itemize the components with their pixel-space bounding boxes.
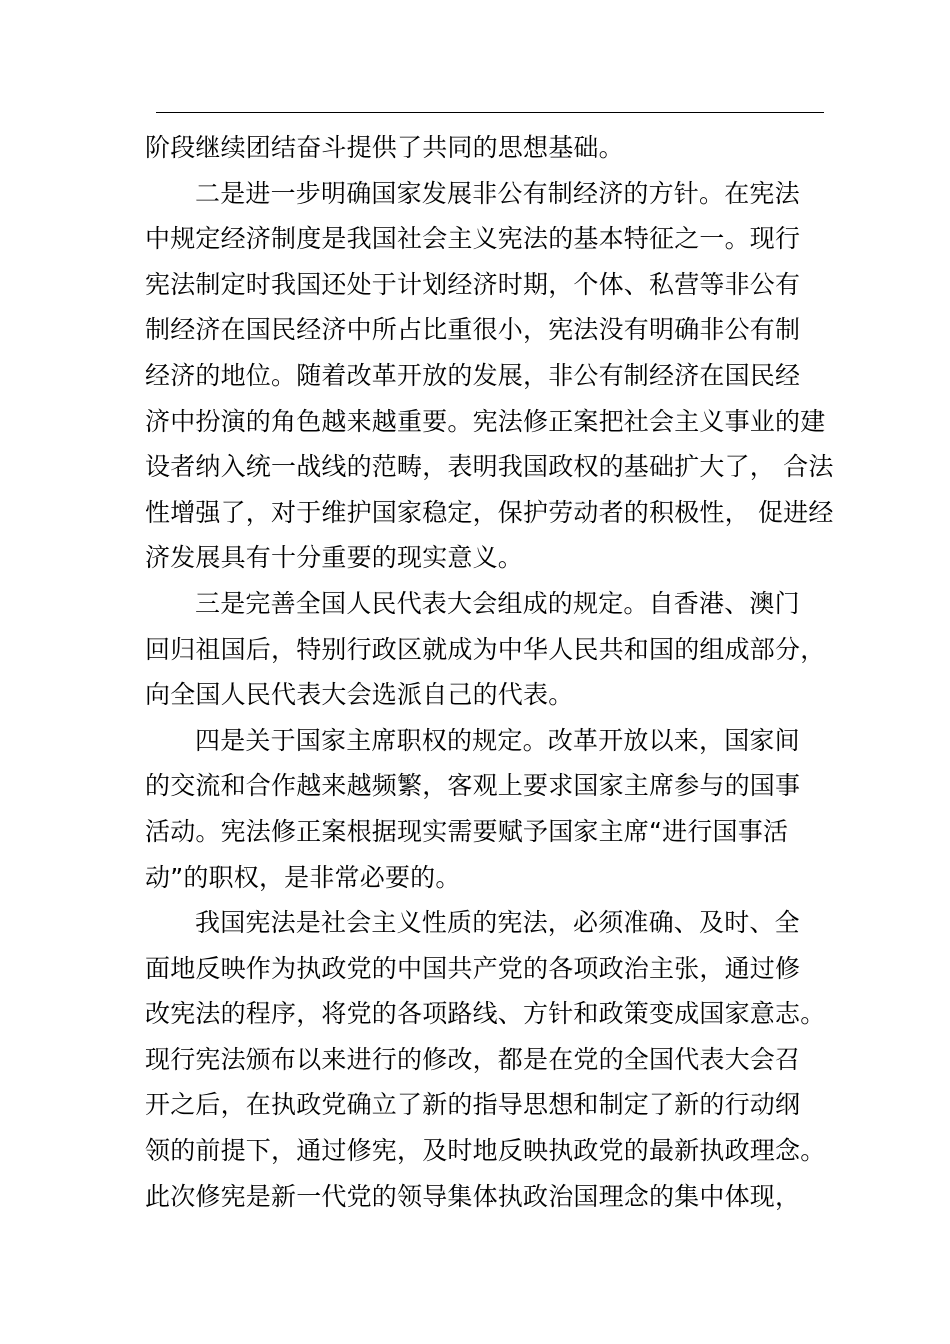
paragraph-start-line: 二是进一步明确国家发展非公有制经济的方针。在宪法 [195,178,800,208]
text-line: 经济的地位。随着改革开放的发展，非公有制经济在国民经 [145,360,801,390]
text-line: 此次修宪是新一代党的领导集体执政治国理念的集中体现， [145,1181,801,1211]
text-line: 领的前提下，通过修宪，及时地反映执政党的最新执政理念。 [145,1136,826,1166]
text-line: 宪法制定时我国还处于计划经济时期，个体、私营等非公有 [145,269,801,299]
text-line: 性增强了，对于维护国家稳定，保护劳动者的积极性， 促进经 [145,497,834,527]
text-line: 开之后，在执政党确立了新的指导思想和制定了新的行动纲 [145,1090,801,1120]
header-rule [156,112,824,113]
text-line: 动”的职权，是非常必要的。 [145,862,461,892]
paragraph-start-line: 四是关于国家主席职权的规定。改革开放以来，国家间 [195,725,800,755]
text-line: 设者纳入统一战线的范畴，表明我国政权的基础扩大了， 合法 [145,452,834,482]
text-line: 的交流和合作越来越频繁，客观上要求国家主席参与的国事 [145,771,801,801]
text-line: 回归祖国后，特别行政区就成为中华人民共和国的组成部分， [145,634,826,664]
text-line: 活动。宪法修正案根据现实需要赋予国家主席“进行国事活 [145,816,789,846]
text-line: 改宪法的程序，将党的各项路线、方针和政策变成国家意志。 [145,999,826,1029]
body-text [145,125,835,1219]
paragraph-start-line: 我国宪法是社会主义性质的宪法，必须准确、及时、全 [195,908,800,938]
text-line: 制经济在国民经济中所占比重很小，宪法没有明确非公有制 [145,315,801,345]
text-line: 济中扮演的角色越来越重要。宪法修正案把社会主义事业的建 [145,406,826,436]
text-line: 济发展具有十分重要的现实意义。 [145,543,524,573]
text-line: 中规定经济制度是我国社会主义宪法的基本特征之一。现行 [145,224,801,254]
text-line: 面地反映作为执政党的中国共产党的各项政治主张，通过修 [145,953,801,983]
text-line: 现行宪法颁布以来进行的修改，都是在党的全国代表大会召 [145,1044,801,1074]
text-line: 阶段继续团结奋斗提供了共同的思想基础。 [145,133,624,162]
paragraph-start-line: 三是完善全国人民代表大会组成的规定。自香港、澳门 [195,588,800,618]
text-line: 向全国人民代表大会选派自己的代表。 [145,680,574,710]
